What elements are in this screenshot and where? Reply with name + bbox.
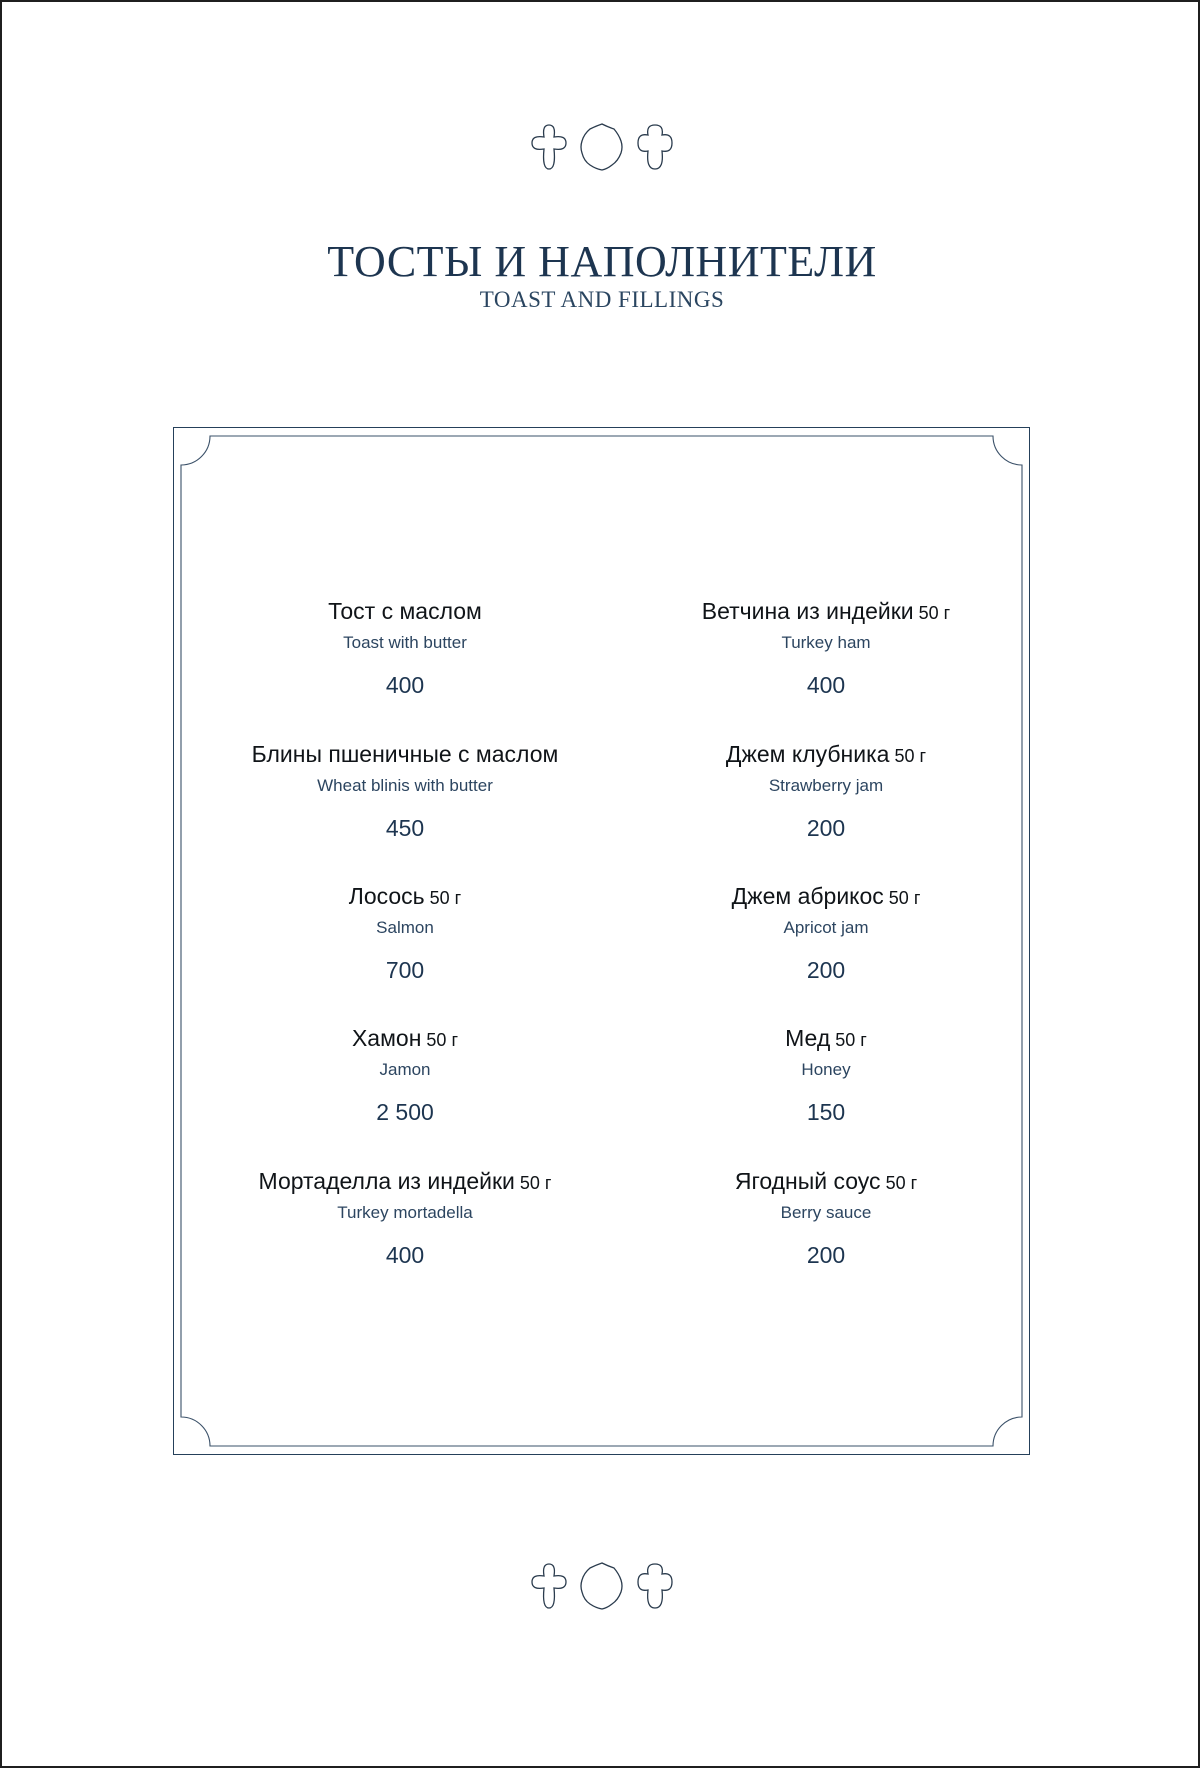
item-name-row <box>616 596 1036 626</box>
item-name: Мед <box>785 1025 831 1051</box>
item-weight: 50 г <box>429 888 462 908</box>
item-english-name: Toast with butter <box>343 633 467 652</box>
item-name: Джем клубника <box>725 741 890 767</box>
item-name-row <box>195 739 615 769</box>
item-name: Джем абрикос <box>731 883 884 909</box>
menu-item <box>616 739 1036 843</box>
ornament-group <box>522 121 682 173</box>
bottom-ornament <box>2 1560 1200 1612</box>
menu-item <box>616 1023 1036 1127</box>
item-english-name: Apricot jam <box>783 918 869 937</box>
scalloped-circle-icon <box>581 1563 622 1609</box>
item-name: Тост с маслом <box>328 598 482 624</box>
item-weight: 50 г <box>426 1030 459 1050</box>
item-english-name: Strawberry jam <box>768 776 884 795</box>
menu-item <box>616 596 1036 700</box>
item-name-row <box>616 1166 1036 1196</box>
item-price: 450 <box>385 815 425 841</box>
four-point-star-icon <box>532 1564 566 1608</box>
scalloped-circle-icon <box>581 124 622 170</box>
item-name: Блины пшеничные с маслом <box>251 741 559 767</box>
item-name-row <box>616 739 1036 769</box>
item-english-name: Honey <box>801 1060 851 1079</box>
item-name: Лосось <box>348 883 425 909</box>
ornament-group <box>522 1560 682 1612</box>
item-price: 400 <box>385 672 425 698</box>
item-name-row <box>195 596 615 626</box>
item-weight: 50 г <box>835 1030 867 1050</box>
page-title: ТОСТЫ И НАПОЛНИТЕЛИ <box>327 237 877 286</box>
menu-item <box>616 1166 1036 1270</box>
item-weight: 50 г <box>888 888 921 908</box>
item-english-name: Turkey mortadella <box>337 1203 473 1222</box>
item-english-name: Berry sauce <box>780 1203 872 1222</box>
item-name: Мортаделла из индейки <box>258 1168 515 1194</box>
four-point-star-icon <box>532 125 566 169</box>
item-name-row <box>195 1166 615 1196</box>
item-name: Хамон <box>351 1025 422 1051</box>
page-subtitle: TOAST AND FILLINGS <box>479 287 725 312</box>
item-weight: 50 г <box>519 1173 552 1193</box>
menu-item <box>195 1166 615 1270</box>
menu-item <box>195 881 615 985</box>
item-name: Ягодный соус <box>734 1168 881 1194</box>
item-price: 200 <box>806 815 846 841</box>
item-price: 200 <box>806 957 846 983</box>
menu-item <box>195 596 615 700</box>
menu-item <box>195 1023 615 1127</box>
item-price: 700 <box>385 957 425 983</box>
quatrefoil-icon <box>638 125 672 169</box>
item-name-row <box>616 881 1036 911</box>
item-english-name: Wheat blinis with butter <box>317 776 493 795</box>
item-name-row <box>195 881 615 911</box>
item-weight: 50 г <box>894 746 927 766</box>
top-ornament <box>2 121 1200 173</box>
item-weight: 50 г <box>918 603 951 623</box>
item-price: 2 500 <box>376 1099 434 1125</box>
menu-item <box>616 881 1036 985</box>
item-price: 400 <box>806 672 846 698</box>
quatrefoil-icon <box>638 1564 672 1608</box>
item-english-name: Jamon <box>379 1060 431 1079</box>
item-price: 150 <box>806 1099 846 1125</box>
item-english-name: Turkey ham <box>781 633 871 652</box>
item-weight: 50 г <box>885 1173 918 1193</box>
item-price: 200 <box>806 1242 846 1268</box>
item-english-name: Salmon <box>376 918 434 937</box>
item-name-row <box>195 1023 615 1053</box>
item-name-row <box>616 1023 1036 1053</box>
item-name: Ветчина из индейки <box>701 598 914 624</box>
menu-item <box>195 739 615 843</box>
item-price: 400 <box>385 1242 425 1268</box>
